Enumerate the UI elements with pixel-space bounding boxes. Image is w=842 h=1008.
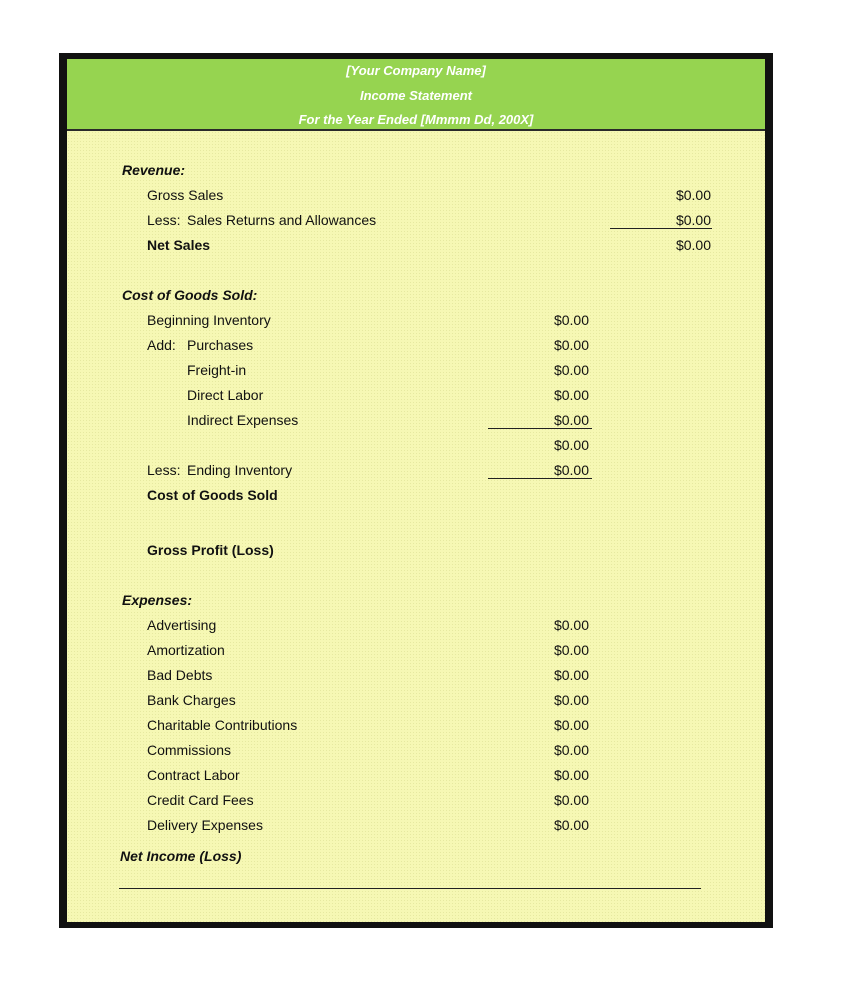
expense-label: Bank Charges <box>147 692 236 708</box>
gross-sales-label: Gross Sales <box>147 187 224 203</box>
net-income-rule <box>119 888 701 889</box>
statement-sheet <box>67 59 765 922</box>
purchases-amount: $0.00 <box>553 337 589 353</box>
company-name: [Your Company Name] <box>346 63 486 78</box>
expense-label: Credit Card Fees <box>147 792 254 808</box>
expense-label: Bad Debts <box>147 667 213 683</box>
ending-inventory-amount: $0.00 <box>553 462 589 478</box>
ending-underline <box>488 478 592 479</box>
purchases-label: Purchases <box>187 337 254 353</box>
indirect-underline <box>488 428 592 429</box>
net-sales-label: Net Sales <box>147 237 211 253</box>
expense-label: Contract Labor <box>147 767 240 783</box>
direct-labor-amount: $0.00 <box>553 387 589 403</box>
cogs-total-label: Cost of Goods Sold <box>147 487 278 503</box>
statement-title: Income Statement <box>360 88 472 103</box>
ending-prefix: Less: <box>147 462 181 478</box>
add-prefix: Add: <box>147 337 176 353</box>
expense-label: Commissions <box>147 742 232 758</box>
gross-profit-label: Gross Profit (Loss) <box>147 542 274 558</box>
revenue-heading: Revenue: <box>122 162 186 178</box>
ending-inventory-label: Ending Inventory <box>187 462 293 478</box>
statement-header <box>67 59 765 131</box>
returns-amount: $0.00 <box>675 212 711 228</box>
expense-amount: $0.00 <box>553 692 589 708</box>
expense-amount: $0.00 <box>553 617 589 633</box>
freight-label: Freight-in <box>187 362 247 378</box>
gross-sales-amount: $0.00 <box>675 187 711 203</box>
expense-amount: $0.00 <box>553 667 589 683</box>
net-sales-amount: $0.00 <box>675 237 711 253</box>
expense-label: Charitable Contributions <box>147 717 298 733</box>
expenses-heading: Expenses: <box>122 592 193 608</box>
expense-amount: $0.00 <box>553 792 589 808</box>
returns-underline <box>610 228 712 229</box>
direct-labor-label: Direct Labor <box>187 387 264 403</box>
statement-period: For the Year Ended [Mmmm Dd, 200X] <box>298 112 534 127</box>
expense-amount: $0.00 <box>553 817 589 833</box>
indirect-expenses-label: Indirect Expenses <box>187 412 299 428</box>
cogs-subtotal-amount: $0.00 <box>553 437 589 453</box>
expense-label: Delivery Expenses <box>147 817 263 833</box>
returns-prefix: Less: <box>147 212 181 228</box>
expense-amount: $0.00 <box>553 717 589 733</box>
cogs-heading: Cost of Goods Sold: <box>122 287 258 303</box>
statement-frame <box>59 53 773 928</box>
expense-amount: $0.00 <box>553 742 589 758</box>
indirect-expenses-amount: $0.00 <box>553 412 589 428</box>
expense-amount: $0.00 <box>553 767 589 783</box>
expense-label: Advertising <box>147 617 217 633</box>
expense-label: Amortization <box>147 642 225 658</box>
net-income-label: Net Income (Loss) <box>120 848 242 864</box>
returns-label: Sales Returns and Allowances <box>187 212 377 228</box>
beginning-inventory-amount: $0.00 <box>553 312 589 328</box>
freight-amount: $0.00 <box>553 362 589 378</box>
beginning-inventory-label: Beginning Inventory <box>147 312 271 328</box>
expense-amount: $0.00 <box>553 642 589 658</box>
